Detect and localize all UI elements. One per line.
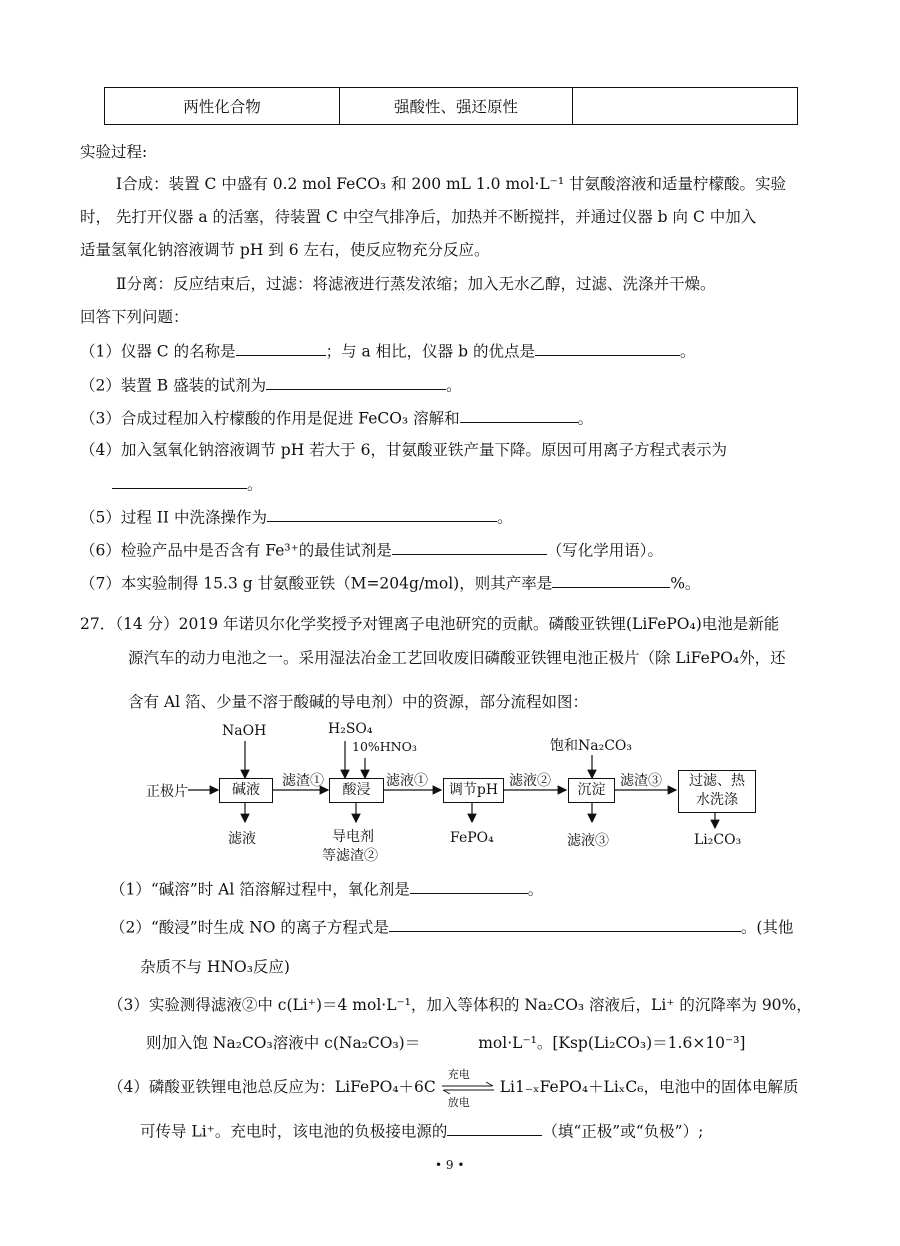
question-5 [80,505,512,527]
exp-heading: 实验过程: [80,143,148,161]
answer-blank[interactable] [447,1119,542,1136]
q-text: 。 [527,880,544,899]
q-text: （2）“酸浸”时生成 NO 的离子方程式是 [110,918,389,937]
q27-2 [110,915,793,937]
q-text: 可传导 Li⁺。充电时，该电池的负极接电源的 [140,1122,448,1141]
question-4-answer [112,472,263,494]
q-text: （1）仪器 C 的名称是 [80,342,236,361]
answer-blank[interactable] [266,373,446,390]
q27-2-cont: 杂质不与 HNO₃反应) [140,958,290,976]
q-text: （4）磷酸亚铁锂电池总反应为：LiFePO₄＋6C [108,1078,436,1096]
table-row [105,88,798,125]
answer-blank[interactable] [267,505,497,522]
q27-3: （3）实验测得滤液②中 c(Li⁺)＝4 mol·L⁻¹，加入等体积的 Na₂CO₃ 溶液后，Li⁺ 的沉降率为 90%， [108,996,812,1014]
q27-1 [110,877,543,899]
table-cell [573,88,798,125]
q-text: 。 [496,508,513,527]
answer-blank[interactable] [535,339,680,356]
q-text: （6）检验产品中是否含有 Fe³⁺的最佳试剂是 [80,541,392,560]
q-text: （2）装置 B 盛装的试剂为 [80,376,267,395]
table-cell: 两性化合物 [105,88,340,125]
question-3 [80,406,593,428]
answer-blank[interactable] [392,538,547,555]
q-text: 。 [577,409,594,428]
q-text: 。(其他 [740,918,794,937]
q-text: mol·L⁻¹。[Ksp(Li₂CO₃)＝1.6×10⁻³] [478,1034,746,1052]
q27-intro: 含有 Al 箔、少量不溶于酸碱的导电剂）中的资源，部分流程如图： [128,693,589,711]
q27-intro: 27．（14 分）2019 年诺贝尔化学奖授予对锂离子电池研究的贡献。磷酸亚铁锂(LiFePO₄)电池是新能 [80,615,780,633]
q27-4 [108,1068,799,1109]
flow-box: 调节pH [443,778,504,803]
answer-blank[interactable] [112,472,247,489]
flow-output: 滤液 [228,831,256,847]
q-text: ；与 a 相比，仪器 b 的优点是 [325,342,535,361]
answer-heading: 回答下列问题： [80,308,189,326]
table-cell: 强酸性、强还原性 [340,88,573,125]
q-text: （写化学用语）。 [546,541,664,560]
q-text: 则加入饱 Na₂CO₃溶液中 c(Na₂CO₃)＝ [146,1034,421,1052]
exp-paragraph: Ⅱ分离：反应结束后，过滤：将滤液进行蒸发浓缩；加入无水乙醇，过滤、洗涤并干燥。 [116,275,716,293]
flow-box-line: 水洗涤 [696,792,738,808]
flow-arrow-label: 滤液① [386,773,428,789]
properties-table [104,87,798,125]
flow-input: NaOH [222,723,267,739]
flow-arrow-label: 滤渣③ [620,773,662,789]
question-6 [80,538,663,560]
q-text: 。 [446,376,462,395]
answer-blank[interactable] [389,915,741,932]
charge-label: 充电 [447,1068,470,1081]
question-1 [80,339,695,361]
flow-box: 酸浸 [329,778,384,803]
flow-box [678,770,756,813]
flow-output: 滤液③ [567,833,609,849]
q-text: Li1₋ₓFePO₄＋LiₓC₆，电池中的固体电解质 [499,1078,799,1096]
question-4: （4）加入氢氧化钠溶液调节 pH 若大于 6，甘氨酸亚铁产量下降。原因可用离子方程式表示为 [80,441,727,459]
reversible-arrow [440,1068,496,1109]
q-text: （7）本实验制得 15.3 g 甘氨酸亚铁（M=204g/mol)，则其产率是 [80,574,553,593]
flow-arrow-label: 滤渣① [282,773,324,789]
flow-input: 饱和Na₂CO₃ [550,738,633,754]
exp-paragraph: 时， 先打开仪器 a 的活塞，待装置 C 中空气排净后，加热并不断搅拌，并通过仪器 b 向 C 中加入 [80,208,757,226]
flow-output: FePO₄ [450,830,494,846]
q27-4-cont [140,1119,703,1141]
exp-paragraph: 适量氢氧化钠溶液调节 pH 到 6 左右，使反应物充分反应。 [80,241,490,259]
flow-arrow-label: 滤液② [509,773,551,789]
flow-output: Li₂CO₃ [694,832,742,848]
question-2 [80,373,462,395]
q-text: %。 [670,574,701,593]
q27-intro: 源汽车的动力电池之一。采用湿法冶金工艺回收废旧磷酸亚铁锂电池正极片（除 LiFePO₄外，还 [128,649,786,667]
flow-box: 沉淀 [568,778,615,803]
answer-blank[interactable] [552,571,670,588]
flow-box: 碱液 [219,778,273,803]
flow-input: H₂SO₄ [328,721,373,737]
flow-input: 10%HNO₃ [352,739,417,754]
flow-box-line: 过滤、热 [689,773,745,789]
page-number: • 9 • [435,1158,465,1172]
answer-blank[interactable] [460,406,578,423]
q27-3-cont [146,1031,745,1053]
q-text: （5）过程 II 中洗涤操作为 [80,508,267,527]
flow-output: 等滤渣② [322,848,378,864]
q-text: （填“正极”或“负极”）; [542,1122,704,1141]
flow-output: 导电剂 [332,829,374,845]
question-7 [80,571,700,593]
q-text: 。 [247,475,263,494]
answer-blank[interactable] [236,339,326,356]
q-text: 。 [679,342,696,361]
answer-blank[interactable] [410,877,528,894]
flow-start: 正极片 [146,784,188,800]
q-text: （3）合成过程加入柠檬酸的作用是促进 FeCO₃ 溶解和 [80,409,460,428]
q-text: （1）“碱溶”时 Al 箔溶解过程中，氧化剂是 [110,880,410,899]
discharge-label: 放电 [447,1096,470,1109]
exp-paragraph: Ⅰ合成：装置 C 中盛有 0.2 mol FeCO₃ 和 200 mL 1.0 mol·L⁻¹ 甘氨酸溶液和适量柠檬酸。实验 [116,175,787,193]
